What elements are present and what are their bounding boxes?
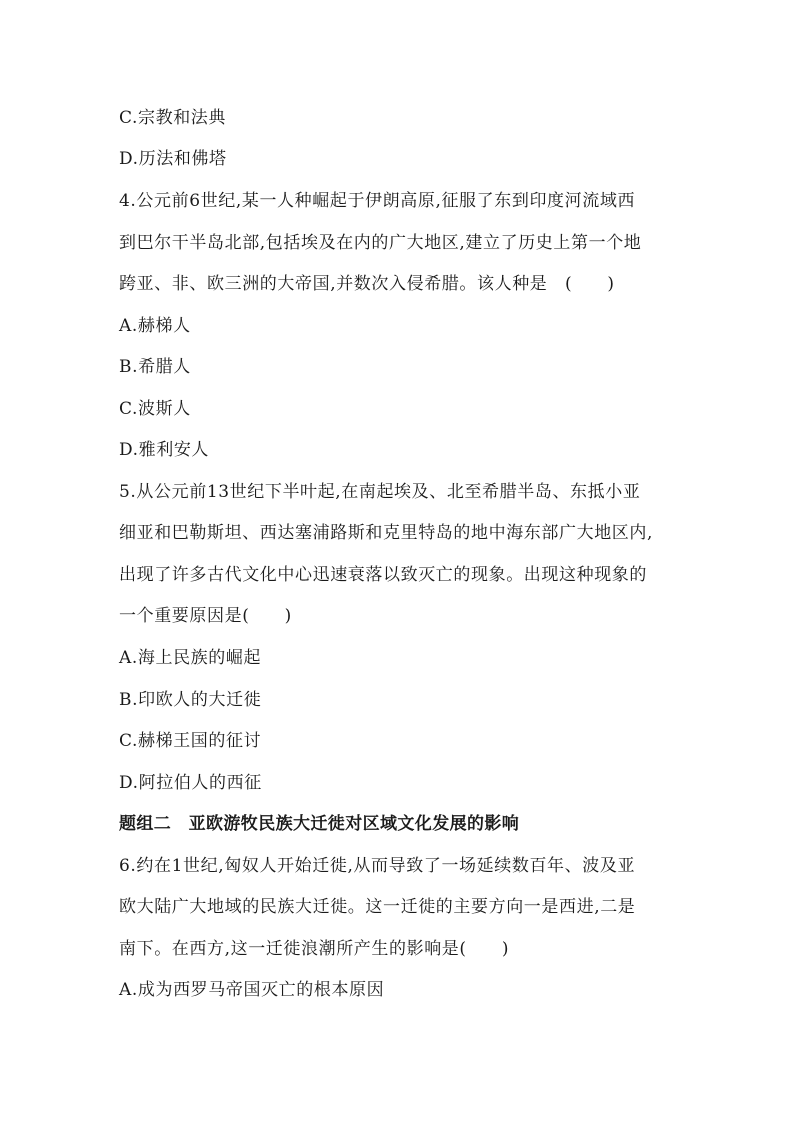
q4-option-b: B.希腊人 [119,357,191,377]
q3-option-c: C.宗教和法典 [119,108,227,128]
q5-stem-line-4: 一个重要原因是( ) [119,606,292,626]
q5-option-a: A.海上民族的崛起 [119,648,262,668]
q3-option-d: D.历法和佛塔 [119,149,227,169]
q6-stem-line-2: 欧大陆广大地域的民族大迁徙。这一迁徙的主要方向一是西进,二是 [119,897,636,917]
q5-stem-line-3: 出现了许多古代文化中心迅速衰落以致灭亡的现象。出现这种现象的 [119,565,647,585]
q5-option-b: B.印欧人的大迁徙 [119,690,262,710]
q4-stem-line-1: 4.公元前6世纪,某一人种崛起于伊朗高原,征服了东到印度河流域西 [119,191,636,211]
q4-stem-line-3: 跨亚、非、欧三洲的大帝国,并数次入侵希腊。该人种是 ( ) [119,274,615,294]
q4-option-c: C.波斯人 [119,399,191,419]
q5-option-c: C.赫梯王国的征讨 [119,731,262,751]
q4-option-a: A.赫梯人 [119,316,191,336]
q5-stem-line-1: 5.从公元前13世纪下半叶起,在南起埃及、北至希腊半岛、东抵小亚 [119,482,641,502]
q5-option-d: D.阿拉伯人的西征 [119,773,262,793]
q6-stem-line-1: 6.约在1世纪,匈奴人开始迁徙,从而导致了一场延续数百年、波及亚 [119,856,636,876]
q6-stem-line-3: 南下。在西方,这一迁徙浪潮所产生的影响是( ) [119,939,510,959]
q5-stem-line-2: 细亚和巴勒斯坦、西达塞浦路斯和克里特岛的地中海东部广大地区内, [119,523,654,543]
q4-stem-line-2: 到巴尔干半岛北部,包括埃及在内的广大地区,建立了历史上第一个地 [119,233,642,253]
q6-option-a: A.成为西罗马帝国灭亡的根本原因 [119,980,385,1000]
section-heading: 题组二 亚欧游牧民族大迁徙对区域文化发展的影响 [119,814,520,834]
q4-option-d: D.雅利安人 [119,440,210,460]
